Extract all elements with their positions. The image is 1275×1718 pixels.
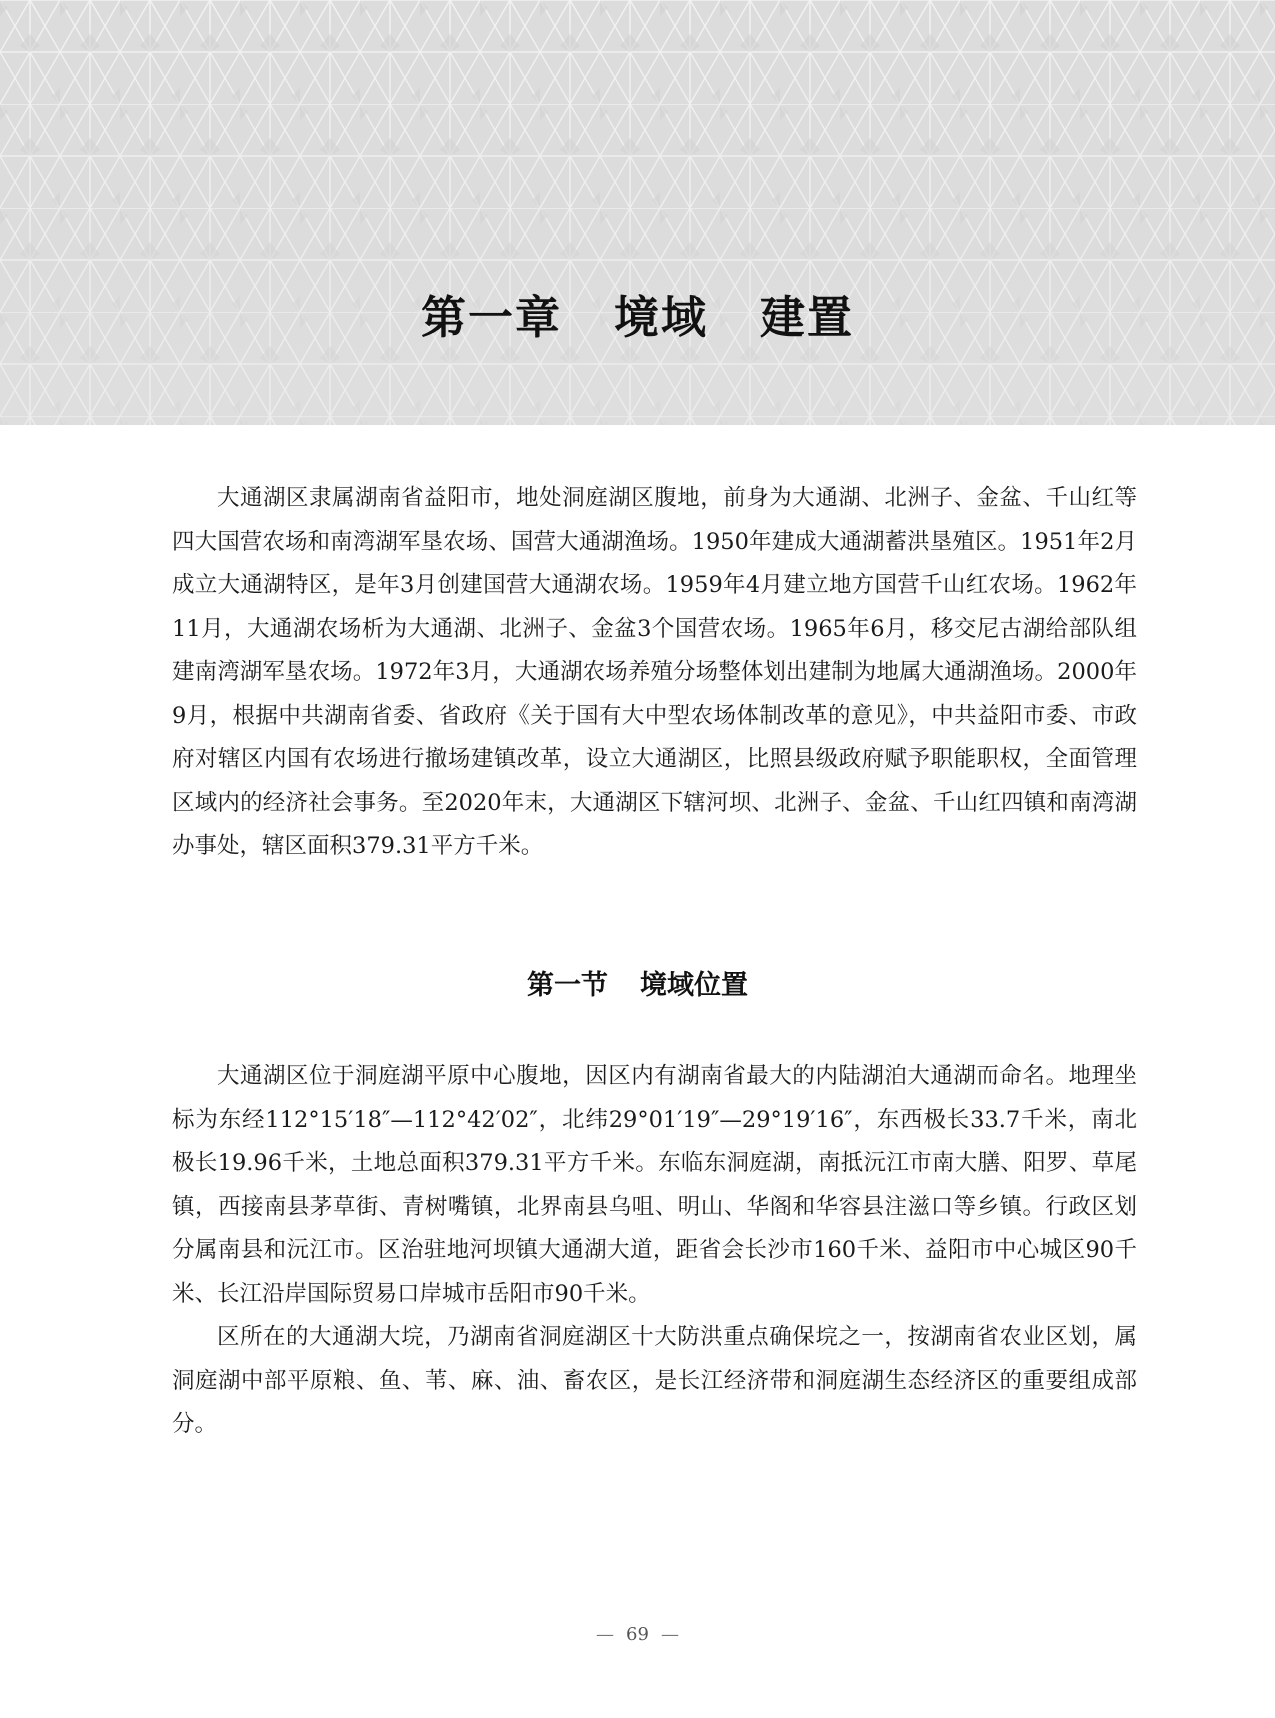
section-heading: 境域位置	[640, 970, 748, 1001]
footer-dash-right: —	[660, 1624, 679, 1645]
footer-dash-left: —	[596, 1624, 615, 1645]
page-number: 69	[626, 1624, 649, 1645]
section-number: 第一节	[527, 970, 608, 1001]
location-paragraph-1: 大通湖区位于洞庭湖平原中心腹地，因区内有湖南省最大的内陆湖泊大通湖而命名。地理坐标为东经112°15′18″—112°42′02″，北纬29°01′19″—29°19′16″，东西极长33.7千米，南北极长19.96千米，土地总面积379.31平方千米。东临东洞庭湖，南抵沅江市南大膳、阳罗、草尾镇，西接南县茅草街、青树嘴镇，北界南县乌咀、明山、华阁和华容县注滋口等乡镇。行政区划分属南县和沅江市。区治驻地河坝镇大通湖大道，距省会长沙市160千米、益阳市中心城区90千米、长江沿岸国际贸易口岸城市岳阳市90千米。	[172, 1063, 1137, 1307]
chapter-title	[0, 288, 1275, 348]
chapter-banner	[0, 0, 1275, 425]
intro-text	[172, 477, 1137, 869]
chapter-title-part2: 建置	[760, 291, 855, 344]
intro-paragraph: 大通湖区隶属湖南省益阳市，地处洞庭湖区腹地，前身为大通湖、北洲子、金盆、千山红等四大国营农场和南湾湖军垦农场、国营大通湖渔场。1950年建成大通湖蓄洪垦殖区。1951年2月成立大通湖特区，是年3月创建国营大通湖农场。1959年4月建立地方国营千山红农场。1962年11月，大通湖农场析为大通湖、北洲子、金盆3个国营农场。1965年6月，移交尼古湖给部队组建南湾湖军垦农场。1972年3月，大通湖农场养殖分场整体划出建制为地属大通湖渔场。2000年9月，根据中共湖南省委、省政府《关于国有大中型农场体制改革的意见》，中共益阳市委、市政府对辖区内国有农场进行撤场建镇改革，设立大通湖区，比照县级政府赋予职能职权，全面管理区域内的经济社会事务。至2020年末，大通湖区下辖河坝、北洲子、金盆、千山红四镇和南湾湖办事处，辖区面积379.31平方千米。	[172, 485, 1137, 859]
section-title	[0, 966, 1275, 1006]
chapter-number: 第一章	[420, 291, 562, 344]
page-footer	[0, 1620, 1275, 1650]
location-text	[172, 1055, 1137, 1447]
chapter-title-part1: 境域	[613, 291, 708, 344]
banner-star-pattern	[0, 0, 1275, 425]
location-paragraph-2: 区所在的大通湖大垸，乃湖南省洞庭湖区十大防洪重点确保垸之一，按湖南省农业区划，属洞庭湖中部平原粮、鱼、苇、麻、油、畜农区，是长江经济带和洞庭湖生态经济区的重要组成部分。	[172, 1324, 1137, 1437]
